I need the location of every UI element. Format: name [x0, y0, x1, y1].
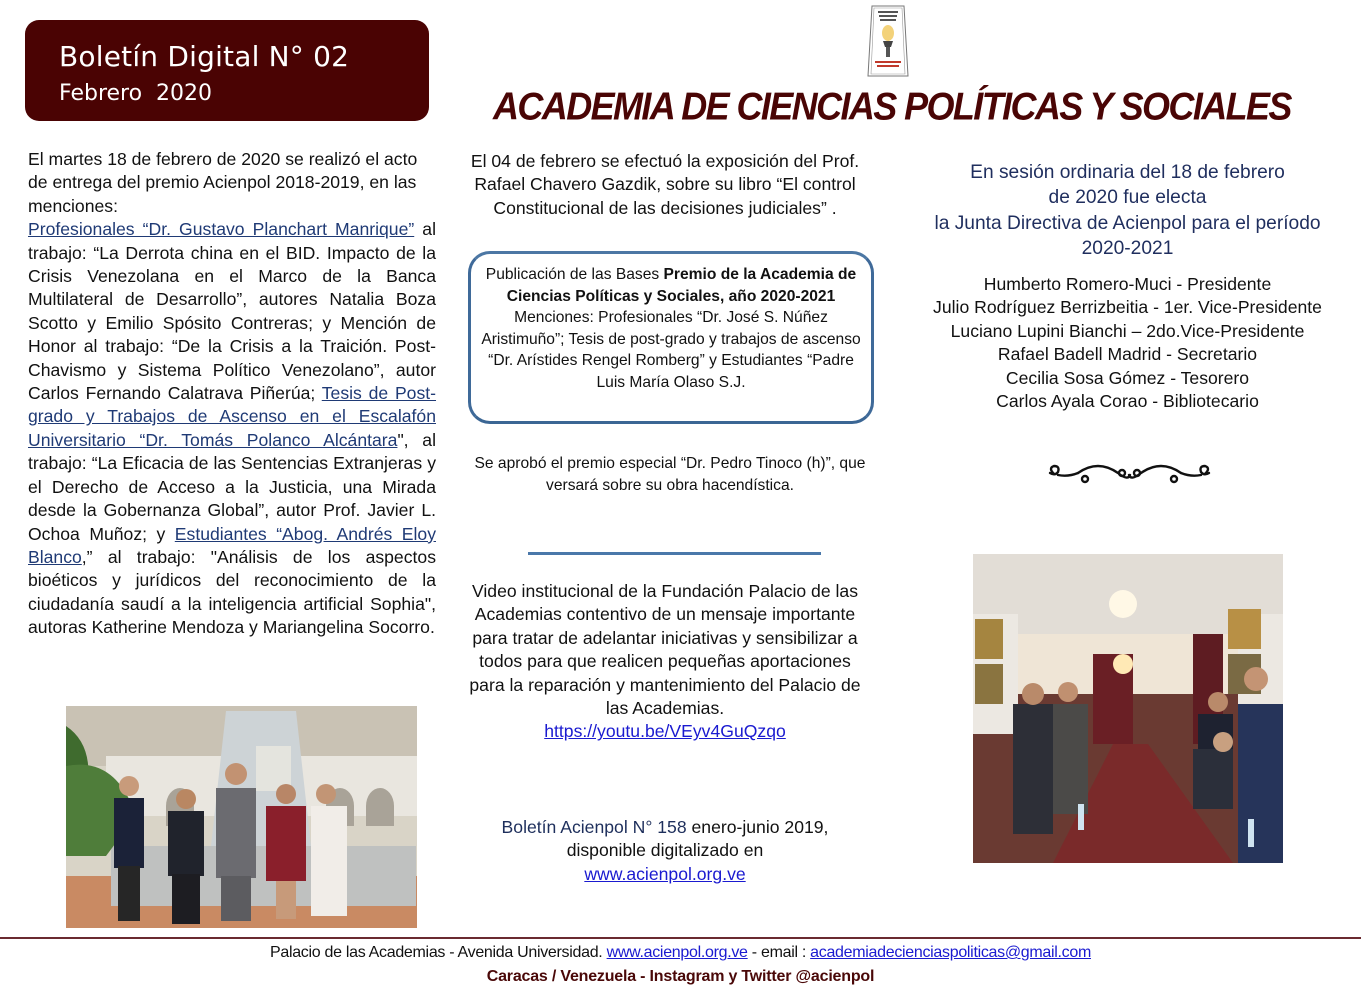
award-intro: El martes 18 de febrero de 2020 se realizó el acto de entrega del premio Acienpol 2018-2019, en las menciones:	[28, 149, 418, 216]
bases-title: Premio de la Academia de Ciencias Políticas y Sociales, año 2020-2021	[506, 266, 857, 305]
board-member: Luciano Lupini Bianchi – 2do.Vice-Presidente	[950, 320, 1305, 341]
bulletin-title: Boletín Digital N° 02	[59, 40, 350, 73]
link-estudiantes-mention[interactable]: Estudiantes “Abog. Andrés Eloy Blanco	[28, 523, 436, 567]
footer-social: Caracas / Venezuela - Instagram y Twitter @acienpol	[486, 968, 875, 985]
flourish-divider-icon	[1042, 459, 1217, 489]
board-session-photo	[973, 554, 1283, 863]
video-notice	[460, 580, 870, 744]
bases-lead: Publicación de las Bases	[485, 266, 664, 283]
section-divider	[528, 552, 821, 555]
bases-mentions: Menciones: Profesionales “Dr. José S. Núñez Aristimuño”; Tesis de post-grado y trabajos de ascenso “Dr. Arístides Rengel Romberg” y Estudiantes “Padre Luis María Olaso S.J.	[481, 309, 861, 391]
video-description: Video institucional de la Fundación Palacio de las Academias contentivo de un mensaje importante para tratar de adelantar iniciativas y sensibilizar a todos para que realicen pequeñas aportaciones para la reparación y mantenimiento del Palacio de las Academias.	[469, 581, 861, 719]
link-tesis-mention[interactable]: Tesis de Post-grado y Trabajos de Ascenso en el Escalafón Universitario “Dr. Tomás Polanco Alcántara	[28, 383, 437, 450]
bulletin-header-box	[25, 20, 429, 121]
footer-address: Palacio de las Academias - Avenida Universidad.	[269, 944, 607, 961]
footer-website-link[interactable]: www.acienpol.org.ve	[606, 944, 748, 961]
bulletin-date: Febrero 2020	[59, 81, 213, 106]
board-member: Humberto Romero-Muci - Presidente	[983, 274, 1272, 294]
board-members-list	[900, 273, 1355, 413]
youtube-link[interactable]: https://youtu.be/VEyv4GuQzqo	[544, 721, 786, 742]
award-bases-callout	[468, 251, 874, 424]
link-profesionales-mention[interactable]: Profesionales “Dr. Gustavo Planchart Manrique”	[28, 219, 415, 240]
page-title: ACADEMIA DE CIENCIAS POLÍTICAS Y SOCIALES	[493, 84, 1291, 129]
footer-contact: Palacio de las Academias - Avenida Universidad. www.acienpol.org.ve - email : academiadecienciaspoliticas@gmail.com	[269, 944, 1091, 961]
board-election-heading: En sesión ordinaria del 18 de febrero de 2020 fue electa la Junta Directiva de Acienpol para el período 2020-2021	[934, 162, 1321, 260]
acienpol-website-link[interactable]: www.acienpol.org.ve	[584, 863, 746, 884]
boletin-label: Boletín Acienpol N° 158	[501, 817, 687, 837]
award-winners-photo	[66, 706, 417, 928]
exposition-notice: El 04 de febrero se efectuó la exposición del Prof. Rafael Chavero Gazdik, sobre su libro “El control Constitucional de las decisiones judiciales” .	[470, 151, 860, 218]
footer-divider	[0, 937, 1361, 939]
award-body: Profesionales “Dr. Gustavo Planchart Manrique” al trabajo: “La Derrota china en el BID. Impacto de la Crisis Venezolana en el Marco de la Banca Multilateral de Desarrollo”, autores Natalia Boza Scotto y Emilio Spósito Contreras; y Mención de Honor al trabajo: “De la Crisis a la Traición. Post-Chavismo y Sistema Político Venezolano”, autor Carlos Fernando Calatrava Piñerúa; Tesis de Post-grado y Trabajos de Ascenso en el Escalafón Universitario “Dr. Tomás Polanco Alcántara", al trabajo: “La Eficacia de las Sentencias Extranjeras y el Derecho de Acceso a la Justicia, una Mirada desde la Gobernanza Global”, autor Prof. Javier L. Ochoa Muñoz; y Estudiantes “Abog. Andrés Eloy Blanco,” al trabajo: "Análisis de los aspectos bioéticos y jurídicos del reconocimiento de la ciudadanía saudí a la inteligencia artificial Sophia", autoras Katherine Mendoza y Mariangelina Socorro.	[28, 219, 437, 638]
special-prize-notice: Se aprobó el premio especial “Dr. Pedro Tinoco (h)”, que versará sobre su obra hacendística.	[474, 455, 866, 494]
boletin-notice: Boletín Acienpol N° 158 enero-junio 2019, disponible digitalizado en www.acienpol.org.ve	[501, 817, 829, 884]
board-member: Julio Rodríguez Berrizbeitia - 1er. Vice-Presidente	[933, 297, 1322, 318]
board-member: Cecilia Sosa Gómez - Tesorero	[1005, 367, 1250, 388]
academy-logo	[866, 5, 910, 77]
award-ceremony-article	[28, 148, 436, 640]
board-member: Carlos Ayala Corao - Bibliotecario	[996, 391, 1259, 412]
torch-emblem-icon	[866, 5, 910, 77]
board-member: Rafael Badell Madrid - Secretario	[997, 344, 1258, 365]
footer-email-link[interactable]: academiadecienciaspoliticas@gmail.com	[810, 944, 1091, 961]
